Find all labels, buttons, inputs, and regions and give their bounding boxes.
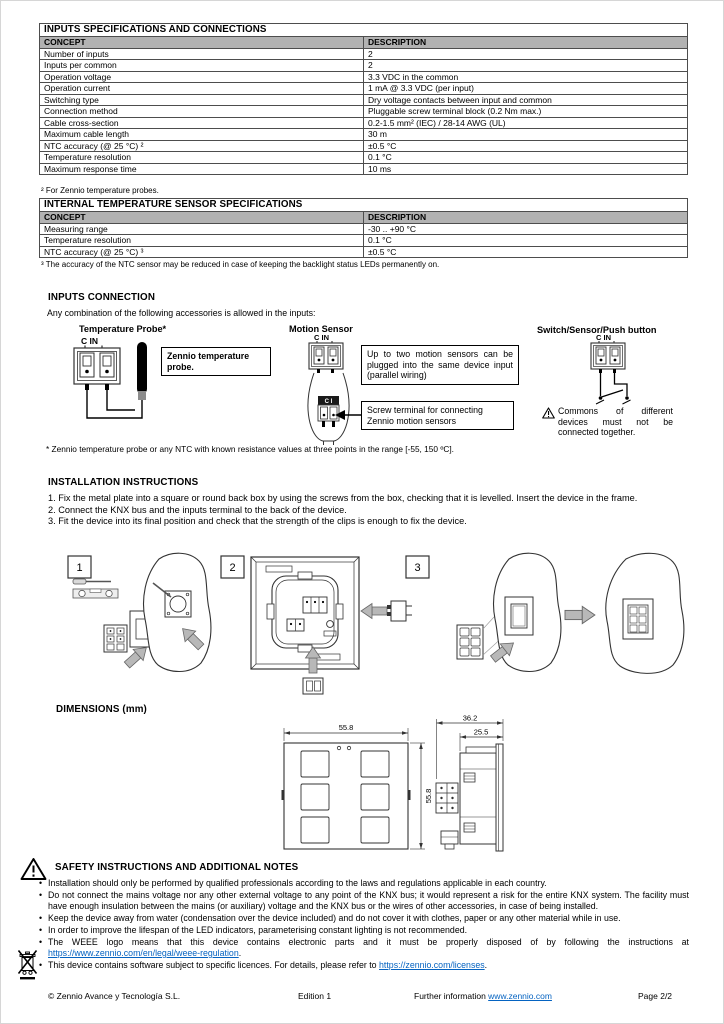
probe-wires [87, 390, 142, 418]
motion-note-box-1: Up to two motion sensors can be plugged into the same device input (parallel wiring) [361, 345, 519, 385]
front-view-drawing [282, 743, 411, 849]
description-cell: 2 [364, 60, 688, 72]
zennio-link[interactable]: www.zennio.com [488, 991, 552, 1001]
safety-heading: SAFETY INSTRUCTIONS AND ADDITIONAL NOTES [55, 862, 299, 873]
terminal-label: C IN [596, 333, 611, 342]
switch-symbol [596, 373, 631, 404]
table-row [40, 83, 688, 95]
table-header-row [40, 37, 688, 49]
description-cell: 0.2-1.5 mm² (IEC) / 28-14 AWG (UL) [364, 117, 688, 129]
concept-cell: NTC accuracy (@ 25 °C) ² [40, 140, 364, 152]
description-cell: 0.1 °C [364, 235, 688, 247]
arrow-icon [361, 604, 387, 619]
step-number: 1 [76, 562, 83, 574]
header-description: DESCRIPTION [364, 212, 688, 224]
terminal-block-icon [591, 343, 625, 373]
safety-bullet [38, 937, 689, 959]
table-row [40, 129, 688, 141]
bullet-text: Do not connect the mains voltage nor any other external voltage to any point of the KNX bus; it would represent a risk for the entire KNX system. The facility must have enough insulation between the mains (or auxiliary) voltage and the KNX bus or the wires of other accessories, in case of being installed. [48, 890, 689, 911]
table2-footnote: ³ The accuracy of the NTC sensor may be reduced in case of keeping the backlight status LEDs permanently on. [41, 260, 440, 269]
concept-cell: Temperature resolution [40, 235, 364, 247]
description-cell: 30 m [364, 129, 688, 141]
temperature-probe-title: Temperature Probe* [79, 324, 167, 334]
installed-device-icon [623, 599, 653, 639]
inputs-connection-heading: INPUTS CONNECTION [48, 292, 156, 303]
footer-further-info [414, 991, 552, 1001]
bullet-text: Keep the device away from water (condensation over the device included) and do not cover it with clothes, paper or any other material while in use. [48, 913, 621, 923]
table-row [40, 48, 688, 60]
motion-note-box-2: Screw terminal for connecting Zennio motion sensors [361, 401, 514, 430]
header-concept: CONCEPT [40, 212, 364, 224]
description-cell: ±0.5 °C [364, 140, 688, 152]
table-row [40, 223, 688, 235]
step1-illustration [68, 553, 211, 671]
screwdriver-icon [73, 579, 111, 584]
table-title: INPUTS SPECIFICATIONS AND CONNECTIONS [40, 24, 688, 37]
terminal-label: C IN [81, 336, 98, 346]
table-title: INTERNAL TEMPERATURE SENSOR SPECIFICATIONS [40, 199, 688, 212]
pointer-arrow-icon [335, 408, 361, 422]
safety-bullet-list [38, 878, 689, 972]
installation-steps [48, 493, 680, 528]
concept-cell: Operation current [40, 83, 364, 95]
side-plug-icon [387, 601, 412, 621]
inner-terminal-label: C I [324, 399, 333, 405]
safety-bullet [38, 878, 689, 889]
switch-diagram [581, 332, 643, 410]
description-cell: 0.1 °C [364, 152, 688, 164]
table-title-row [40, 199, 688, 212]
description-cell: 3.3 VDC in the common [364, 71, 688, 83]
description-cell: ±0.5 °C [364, 246, 688, 258]
probe-note-box: Zennio temperature probe. [161, 347, 271, 376]
installation-step: 1. Fix the metal plate into a square or round back box by using the screws from the box, checking that it is levelled. Insert the device in the frame. [48, 493, 638, 503]
concept-cell: Operation voltage [40, 71, 364, 83]
concept-cell: NTC accuracy (@ 25 °C) ³ [40, 246, 364, 258]
concept-cell: Measuring range [40, 223, 364, 235]
step-number: 2 [229, 562, 236, 574]
probe-footnote: * Zennio temperature probe or any NTC with known resistance values at three points in the range [-55, 150 ºC]. [46, 444, 454, 454]
table-row [40, 117, 688, 129]
safety-bullet [38, 913, 689, 924]
description-cell: Pluggable screw terminal block (0.2 Nm max.) [364, 106, 688, 118]
bullet-text: . [484, 960, 488, 970]
device-back-view [251, 557, 359, 669]
footer-edition: Edition 1 [298, 991, 332, 1001]
safety-bullet [38, 925, 689, 936]
table-row [40, 163, 688, 175]
table1-footnote: ² For Zennio temperature probes. [41, 186, 159, 195]
side-view-drawing [436, 744, 503, 851]
concept-cell: Cable cross-section [40, 117, 364, 129]
bullet-text: . [238, 948, 242, 958]
front-width-dimension [284, 723, 408, 741]
concept-cell: Number of inputs [40, 48, 364, 60]
footer-page-number: Page 2/2 [638, 991, 673, 1001]
footer-further-text: Further information [414, 991, 489, 1001]
bottom-connector-icon [303, 678, 323, 694]
table-row [40, 60, 688, 72]
inputs-terminal [287, 619, 304, 631]
dim-label: 55.8 [424, 788, 433, 804]
warning-triangle-icon [542, 406, 555, 438]
terminal-label: C IN [314, 333, 329, 342]
description-cell: 2 [364, 48, 688, 60]
bullet-text: Installation should only be performed by qualified professionals according to the laws and regulations applicable in each country. [48, 878, 547, 888]
installation-step: 2. Connect the KNX bus and the inputs terminal to the back of the device. [48, 504, 347, 515]
spirit-level-icon [73, 589, 118, 598]
motion-sensor-diagram [301, 332, 357, 446]
dim-label: 36.2 [462, 713, 478, 723]
internal-sensor-spec-table [39, 198, 688, 258]
table-row [40, 94, 688, 106]
temperature-probe-diagram [61, 334, 161, 429]
installation-step: 3. Fit the device into its final position and check that the strength of the clips is enough to fix the device. [48, 516, 467, 526]
table-row [40, 246, 688, 258]
dim-label: 55.8 [338, 723, 354, 732]
description-cell: 10 ms [364, 163, 688, 175]
bullet-text: In order to improve the lifespan of the LED indicators, parameterising constant lighting is not recommended. [48, 925, 468, 935]
switch-sensor-title: Switch/Sensor/Push button [537, 325, 657, 335]
concept-cell: Inputs per common [40, 60, 364, 72]
installation-heading: INSTALLATION INSTRUCTIONS [48, 477, 199, 488]
inputs-connection-intro: Any combination of the following accessories is allowed in the inputs: [47, 308, 316, 318]
inputs-spec-table [39, 23, 688, 175]
table-row [40, 140, 688, 152]
dim-label: 25.5 [473, 727, 489, 737]
weee-crossed-bin-icon [18, 949, 38, 981]
table-row [40, 106, 688, 118]
concept-cell: Maximum cable length [40, 129, 364, 141]
bullet-text: The WEEE logo means that this device contains electronic parts and it must be properly disposed of by following the instructions at [48, 937, 689, 947]
concept-cell: Temperature resolution [40, 152, 364, 164]
side-knx-terminal [436, 783, 458, 813]
step2-illustration [221, 556, 412, 694]
safety-bullet [38, 890, 689, 912]
description-cell: -30 .. +90 °C [364, 223, 688, 235]
description-cell: 1 mA @ 3.3 VDC (per input) [364, 83, 688, 95]
table-row [40, 71, 688, 83]
table-header-row [40, 212, 688, 224]
empty-frame-icon [505, 597, 533, 635]
step-number: 3 [414, 562, 421, 574]
weee-regulation-link[interactable]: https://www.zennio.com/en/legal/weee-regulation [48, 948, 239, 958]
input-module-icon [104, 625, 127, 652]
footer-copyright: © Zennio Avance y Tecnología S.L. [48, 991, 181, 1001]
dimensions-figure [271, 711, 701, 861]
concept-cell: Connection method [40, 106, 364, 118]
header-concept: CONCEPT [40, 37, 364, 49]
concept-cell: Switching type [40, 94, 364, 106]
probe-icon [137, 342, 147, 400]
installation-figure [31, 549, 691, 699]
front-height-dimension [410, 743, 433, 849]
step3-illustration [406, 553, 684, 673]
switch-warning-text: Commons of different devices must not be connected together. [558, 406, 673, 437]
table-title-row [40, 24, 688, 37]
arrow-icon [565, 606, 595, 623]
header-description: DESCRIPTION [364, 37, 688, 49]
terminal-block-icon [309, 343, 343, 373]
table-row [40, 152, 688, 164]
bullet-text: This device contains software subject to specific licences. For details, please refer to [48, 960, 380, 970]
terminal-block-icon [74, 348, 120, 390]
licenses-link[interactable]: https://zennio.com/licenses [379, 960, 485, 970]
table-row [40, 235, 688, 247]
knx-terminal [303, 597, 327, 613]
switch-warning-note [542, 406, 673, 438]
description-cell: Dry voltage contacts between input and common [364, 94, 688, 106]
motion-sensor-title: Motion Sensor [289, 324, 353, 334]
dimensions-heading: DIMENSIONS (mm) [56, 704, 147, 715]
concept-cell: Maximum response time [40, 163, 364, 175]
safety-bullet [38, 960, 689, 971]
